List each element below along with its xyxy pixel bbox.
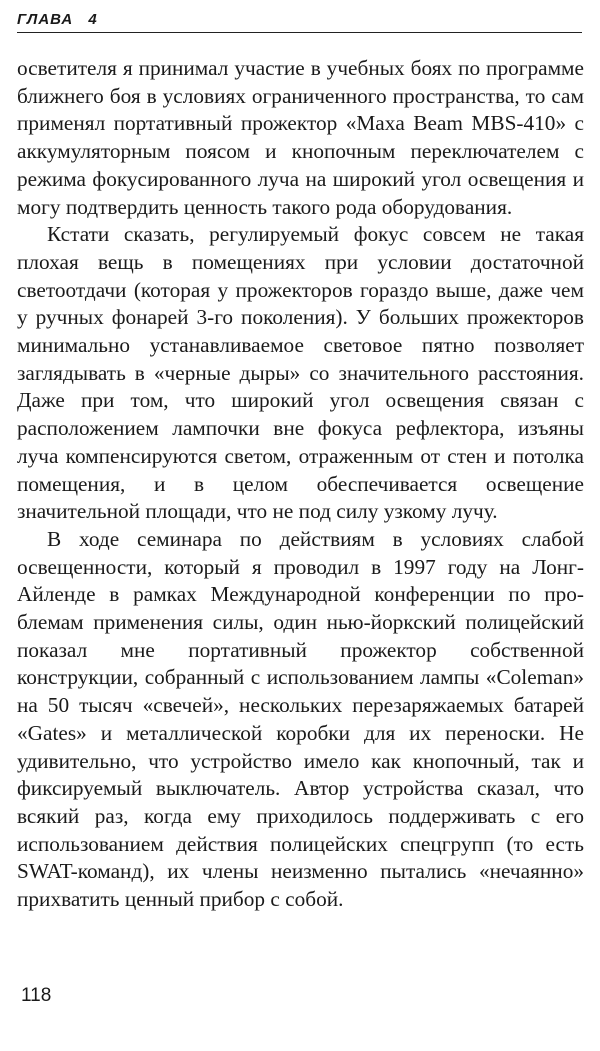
paragraph-1: осветителя я принимал участие в учебных боях по программе ближнего боя в условиях ограниченного пространства, то сам применял портативный прожектор «Maxa Beam MBS-410» с аккумуляторным поясом и кнопочным переключателем с режима фокусированного луча на широкий угол освещения и могу подтвердить ценность такого рода оборудования. xyxy=(17,56,584,219)
paragraph-2: Кстати сказать, регулируемый фокус совсем не такая плохая вещь в помещениях при условии достаточной светоотдачи (которая у прожекторов гораздо выше, даже чем у ручных фонарей 3-го поколения). У больших прожекторов минимально устанавливаемое световое пятно позволяет заглядывать в «черные дыры» со значительного расстояния. Даже при том, что широкий угол освещения связан с расположением лампочки вне фокуса рефлектора, изъяны луча компенсируются светом, отраженным от стен и потолка помещения, и в целом обеспечивается освещение значительной площади, что не под силу узкому лучу. xyxy=(17,222,584,524)
chapter-label: ГЛАВА xyxy=(17,11,74,28)
page-number: 118 xyxy=(21,985,52,1006)
running-header xyxy=(17,10,582,33)
chapter-number: 4 xyxy=(88,11,98,28)
body-text xyxy=(17,55,584,914)
paragraph-3: В ходе семинара по действиям в условиях слабой освещенности, который я проводил в 1997 году на Лонг-Айленде в рамках Международной конференции по проблемам применения силы, один нью-йоркский полицейский показал мне портативный прожектор собственной конструкции, собранный с использованием лампы «Coleman» на 50 тысяч «свечей», нескольких перезаряжаемых батарей «Gates» и металлической коробки для их переноски. Не удивительно, что устройство имело как кнопочный, так и фиксируемый выключатель. Автор устройства сказал, что всякий раз, когда ему приходилось поддерживать с его использованием действия полицейских спецгрупп (то есть SWAT-команд), их члены неизменно пытались «нечаянно» прихватить ценный прибор с собой. xyxy=(17,526,584,912)
